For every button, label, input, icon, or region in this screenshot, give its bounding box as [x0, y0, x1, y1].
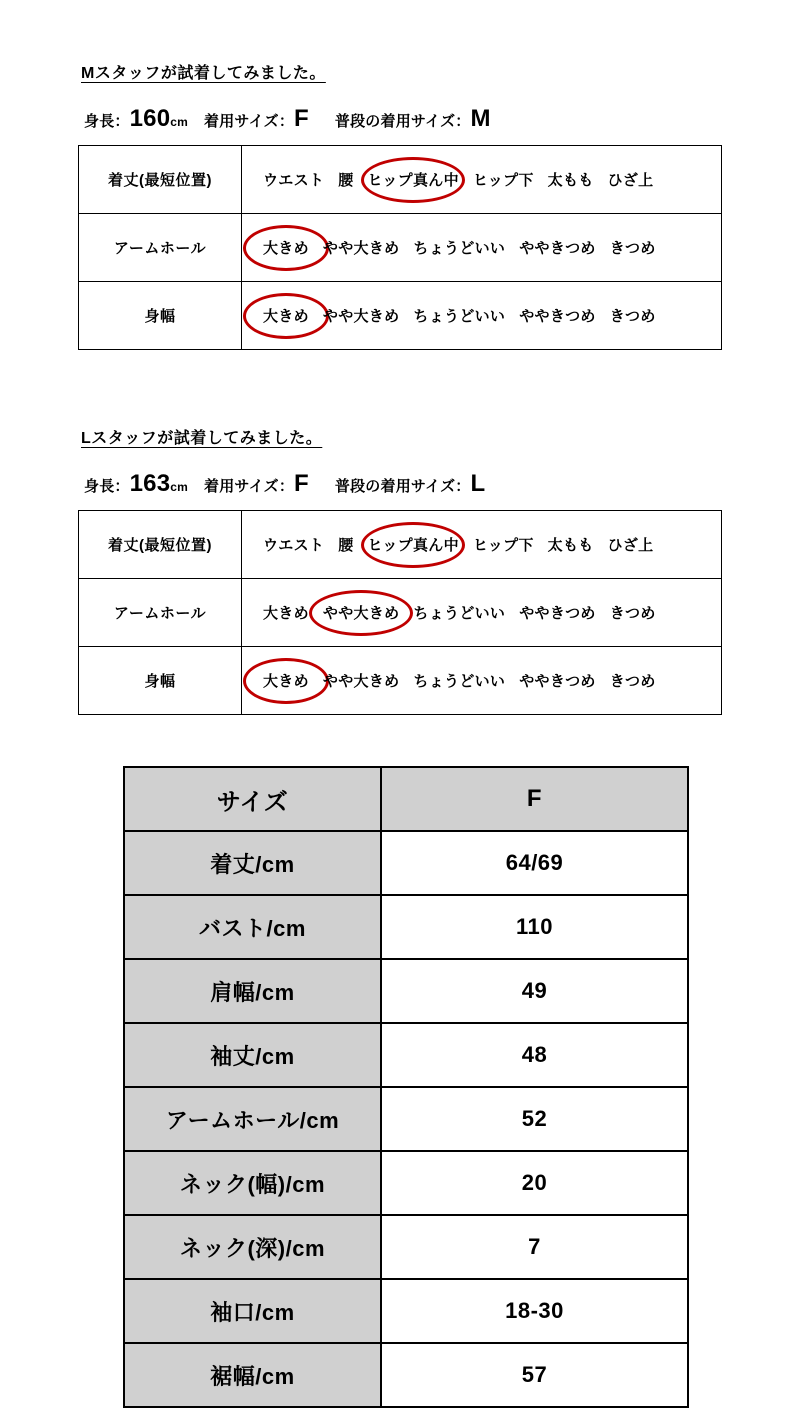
table-row — [124, 959, 688, 1023]
fit-option[interactable]: ややきつめ — [519, 673, 596, 690]
staff-heading-l: Lスタッフが試着してみました。 — [81, 430, 323, 447]
measure-value: 110 — [381, 895, 688, 959]
measure-label: 袖丈/cm — [124, 1023, 381, 1087]
fit-option-selected[interactable]: 大きめ — [256, 237, 316, 258]
fit-option[interactable]: きつめ — [609, 240, 656, 257]
measure-label: 肩幅/cm — [124, 959, 381, 1023]
measure-value: 49 — [381, 959, 688, 1023]
fit-row-label-armhole-l: アームホール — [79, 579, 242, 647]
measurement-table-wrap — [123, 766, 689, 1408]
fit-option[interactable]: ややきつめ — [519, 308, 596, 325]
table-row — [124, 1279, 688, 1343]
worn-size-value-l: F — [294, 470, 309, 497]
fit-row-options-length-m — [242, 146, 722, 214]
fit-option[interactable]: ややきつめ — [519, 605, 596, 622]
usual-size-label-m: 普段の着用サイズ： — [334, 113, 471, 130]
measure-value: 48 — [381, 1023, 688, 1087]
height-label-l: 身長： — [84, 478, 130, 495]
table-row — [79, 511, 722, 579]
measure-label: 袖口/cm — [124, 1279, 381, 1343]
usual-size-label-l: 普段の着用サイズ： — [334, 478, 471, 495]
fit-option[interactable]: ちょうどいい — [413, 605, 506, 622]
measure-value: 7 — [381, 1215, 688, 1279]
table-row — [124, 831, 688, 895]
measure-value: 18-30 — [381, 1279, 688, 1343]
fit-option[interactable]: ウエスト — [263, 537, 325, 554]
usual-size-value-m: M — [470, 105, 491, 132]
measure-value: 57 — [381, 1343, 688, 1407]
fit-option[interactable]: ちょうどいい — [413, 240, 506, 257]
table-row — [79, 647, 722, 715]
fit-option[interactable]: ややきつめ — [519, 240, 596, 257]
measure-label: バスト/cm — [124, 895, 381, 959]
fit-table-l — [78, 510, 722, 715]
fit-option[interactable]: やや大きめ — [322, 308, 400, 325]
fit-option[interactable]: ウエスト — [263, 172, 325, 189]
measurement-table — [123, 766, 689, 1408]
staff-fit-section-l — [78, 425, 722, 715]
fit-row-options-armhole-l — [242, 579, 722, 647]
fit-option-selected[interactable]: やや大きめ — [316, 602, 407, 623]
fit-option[interactable]: 腰 — [338, 172, 354, 189]
table-row — [124, 1023, 688, 1087]
table-row — [79, 579, 722, 647]
fit-row-options-armhole-m — [242, 214, 722, 282]
fit-option-selected[interactable]: ヒップ真ん中 — [361, 169, 466, 190]
fit-option-selected[interactable]: ヒップ真ん中 — [361, 534, 466, 555]
height-unit-m: cm — [170, 115, 189, 129]
usual-size-value-l: L — [470, 470, 486, 497]
fit-option[interactable]: ちょうどいい — [413, 308, 506, 325]
table-row — [124, 1343, 688, 1407]
measure-label: ネック(深)/cm — [124, 1215, 381, 1279]
fit-row-label-length-l: 着丈(最短位置) — [79, 511, 242, 579]
fit-option[interactable]: ひざ上 — [607, 172, 654, 189]
measure-label: アームホール/cm — [124, 1087, 381, 1151]
fit-option[interactable]: きつめ — [609, 308, 656, 325]
fit-option[interactable]: やや大きめ — [322, 673, 400, 690]
fit-option-selected[interactable]: 大きめ — [256, 670, 316, 691]
table-row — [124, 1087, 688, 1151]
height-value-l: 163 — [129, 470, 171, 497]
fit-option[interactable]: 腰 — [338, 537, 354, 554]
measure-label: ネック(幅)/cm — [124, 1151, 381, 1215]
fit-option[interactable]: 太もも — [547, 537, 594, 554]
table-row — [124, 767, 688, 831]
worn-size-label-m: 着用サイズ： — [204, 113, 295, 130]
worn-size-value-m: F — [294, 105, 309, 132]
fit-option[interactable]: 大きめ — [263, 605, 309, 622]
measure-value: 20 — [381, 1151, 688, 1215]
table-row — [124, 1151, 688, 1215]
fit-row-label-length-m: 着丈(最短位置) — [79, 146, 242, 214]
fit-option[interactable]: やや大きめ — [322, 240, 400, 257]
measure-value: 64/69 — [381, 831, 688, 895]
table-row — [79, 214, 722, 282]
worn-size-label-l: 着用サイズ： — [204, 478, 295, 495]
fit-option[interactable]: ちょうどいい — [413, 673, 506, 690]
fit-option[interactable]: ヒップ下 — [472, 537, 534, 554]
size-header-value: F — [381, 767, 688, 831]
staff-meta-m — [84, 105, 722, 133]
fit-table-m — [78, 145, 722, 350]
fit-row-label-width-l: 身幅 — [79, 647, 242, 715]
table-row — [79, 146, 722, 214]
fit-row-options-width-m — [242, 282, 722, 350]
size-header-label: サイズ — [124, 767, 381, 831]
height-label-m: 身長： — [84, 113, 130, 130]
staff-fit-section-m — [78, 60, 722, 350]
fit-row-label-width-m: 身幅 — [79, 282, 242, 350]
measure-label: 着丈/cm — [124, 831, 381, 895]
table-row — [124, 1215, 688, 1279]
fit-row-options-width-l — [242, 647, 722, 715]
fit-option[interactable]: きつめ — [609, 673, 656, 690]
height-unit-l: cm — [170, 480, 189, 494]
fit-option-selected[interactable]: 大きめ — [256, 305, 316, 326]
fit-row-options-length-l — [242, 511, 722, 579]
staff-meta-l — [84, 470, 722, 498]
fit-option[interactable]: ヒップ下 — [472, 172, 534, 189]
table-row — [124, 895, 688, 959]
fit-option[interactable]: 太もも — [547, 172, 594, 189]
measure-value: 52 — [381, 1087, 688, 1151]
measure-label: 裾幅/cm — [124, 1343, 381, 1407]
fit-option[interactable]: ひざ上 — [607, 537, 654, 554]
staff-heading-m: Mスタッフが試着してみました。 — [81, 65, 326, 82]
height-value-m: 160 — [129, 105, 171, 132]
table-row — [79, 282, 722, 350]
fit-option[interactable]: きつめ — [609, 605, 656, 622]
fit-row-label-armhole-m: アームホール — [79, 214, 242, 282]
